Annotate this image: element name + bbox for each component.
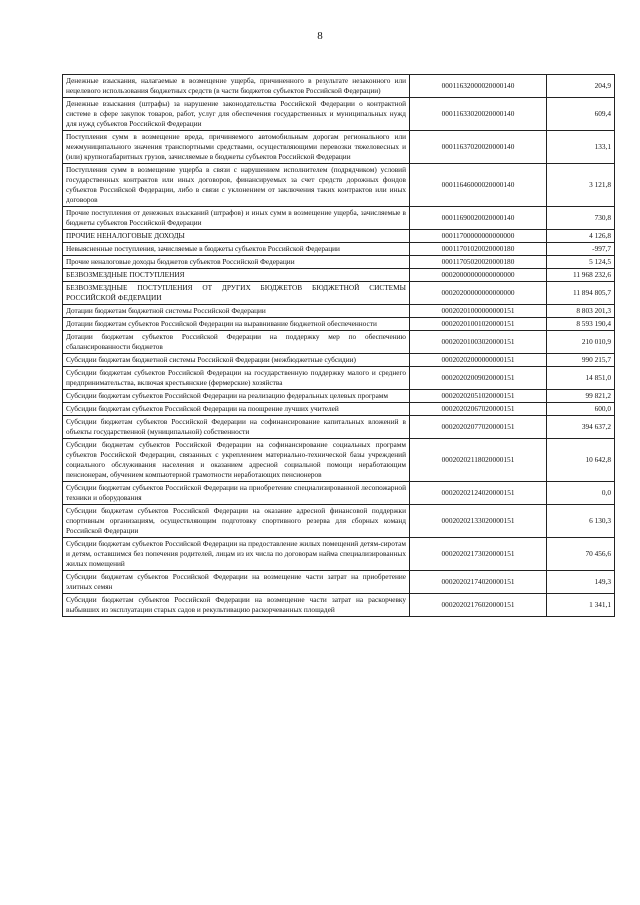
row-code: 00011701020020000180 [410,243,547,256]
row-amount: 3 121,8 [547,164,615,207]
page-number: 8 [317,30,323,42]
table-row [63,439,615,482]
table-row [63,98,615,131]
row-code: 00020202124020000151 [410,482,547,505]
table-row [63,243,615,256]
row-name: ПРОЧИЕ НЕНАЛОГОВЫЕ ДОХОДЫ [63,230,410,243]
row-code: 00020202077020000151 [410,416,547,439]
row-amount: 11 968 232,6 [547,269,615,282]
table-row [63,75,615,98]
row-amount: 99 821,2 [547,390,615,403]
row-name: Прочие неналоговые доходы бюджетов субъектов Российской Федерации [63,256,410,269]
row-code: 00020202067020000151 [410,403,547,416]
row-code: 00020201003020000151 [410,331,547,354]
row-name: Дотации бюджетам субъектов Российской Федерации на поддержку мер по обеспечению сбалансированности бюджетов [63,331,410,354]
row-amount: 6 130,3 [547,505,615,538]
row-name: Субсидии бюджетам субъектов Российской Федерации на приобретение специализированной лесопожарной техники и оборудования [63,482,410,505]
row-amount: 730,8 [547,207,615,230]
row-amount: 133,1 [547,131,615,164]
row-name: Субсидии бюджетам субъектов Российской Федерации на софинансирование социальных программ субъектов Российской Федерации, связанных с укреплением материально-технической базы учреждений социального обслуживания населения и оказанием адресной социальной помощи неработающим пенсионерам, обучением компьютерной грамотности неработающих пенсионеров [63,439,410,482]
row-amount: 609,4 [547,98,615,131]
table-row [63,131,615,164]
row-amount: 394 637,2 [547,416,615,439]
row-name: Субсидии бюджетам субъектов Российской Федерации на государственную поддержку малого и среднего предпринимательства, включая крестьянские (фермерские) хозяйства [63,367,410,390]
row-code: 00020200000000000000 [410,282,547,305]
row-amount: 10 642,8 [547,439,615,482]
table-row [63,305,615,318]
row-amount: 204,9 [547,75,615,98]
row-amount: 600,0 [547,403,615,416]
row-code: 00020201000000000151 [410,305,547,318]
row-amount: 70 456,6 [547,538,615,571]
row-amount: 210 010,9 [547,331,615,354]
row-amount: 990 215,7 [547,354,615,367]
row-name: Субсидии бюджетам субъектов Российской Федерации на предоставление жилых помещений детям-сиротам и детям, оставшимся без попечения родителей, лицам из их числа по договорам найма специализированных жилых помещений [63,538,410,571]
row-name: Субсидии бюджетам субъектов Российской Федерации на возмещение части затрат на раскорчевку выбывших из эксплуатации старых садов и рекультивацию раскорчеванных площадей [63,594,410,617]
row-name: БЕЗВОЗМЕЗДНЫЕ ПОСТУПЛЕНИЯ [63,269,410,282]
table-row [63,390,615,403]
table-row [63,367,615,390]
row-amount: 8 593 190,4 [547,318,615,331]
row-code: 00011690020020000140 [410,207,547,230]
row-name: Субсидии бюджетам субъектов Российской Федерации на реализацию федеральных целевых программ [63,390,410,403]
row-code: 00020202009020000151 [410,367,547,390]
row-code: 00020202174020000151 [410,571,547,594]
row-amount: 0,0 [547,482,615,505]
row-amount: 5 124,5 [547,256,615,269]
row-code: 00020202118020000151 [410,439,547,482]
revenue-table [62,74,615,617]
table-row [63,538,615,571]
row-name: Субсидии бюджетам субъектов Российской Федерации на оказание адресной финансовой поддержки спортивным организациям, осуществляющим подготовку спортивного резерва для сборных команд Российской Федерации [63,505,410,538]
row-code: 00011646000020000140 [410,164,547,207]
row-code: 00011632000020000140 [410,75,547,98]
row-code: 00020000000000000000 [410,269,547,282]
row-code: 00011705020020000180 [410,256,547,269]
row-name: Поступления сумм в возмещение ущерба в связи с нарушением исполнителем (подрядчиком) условий государственных контрактов или иных договоров, финансируемых за счет средств дорожных фондов субъектов Российской Федерации, либо в связи с уклонением от заключения таких контрактов или иных договоров [63,164,410,207]
row-amount: 11 894 805,7 [547,282,615,305]
table-row [63,164,615,207]
row-code: 00020202176020000151 [410,594,547,617]
row-code: 00020202173020000151 [410,538,547,571]
table-row [63,269,615,282]
table-row [63,282,615,305]
row-code: 00020202000000000151 [410,354,547,367]
row-name: Дотации бюджетам бюджетной системы Российской Федерации [63,305,410,318]
row-code: 00011637020020000140 [410,131,547,164]
row-code: 00011700000000000000 [410,230,547,243]
table-row [63,318,615,331]
row-amount: 149,3 [547,571,615,594]
row-name: Субсидии бюджетам субъектов Российской Федерации на возмещение части затрат на приобретение элитных семян [63,571,410,594]
table-row [63,354,615,367]
row-amount: 4 126,8 [547,230,615,243]
row-code: 00020201001020000151 [410,318,547,331]
row-amount: 14 851,0 [547,367,615,390]
row-name: Невыясненные поступления, зачисляемые в бюджеты субъектов Российской Федерации [63,243,410,256]
table-row [63,403,615,416]
table-row [63,207,615,230]
table-row [63,482,615,505]
table-row [63,416,615,439]
row-name: Денежные взыскания, налагаемые в возмещение ущерба, причиненного в результате незаконного или нецелевого использования бюджетных средств (в части бюджетов субъектов Российской Федерации) [63,75,410,98]
table-row [63,256,615,269]
row-name: Субсидии бюджетам субъектов Российской Федерации на поощрение лучших учителей [63,403,410,416]
row-name: Поступления сумм в возмещение вреда, причиняемого автомобильным дорогам регионального или межмуниципального значения транспортными средствами, осуществляющими перевозки тяжеловесных и (или) крупногабаритных грузов, зачисляемые в бюджеты субъектов Российской Федерации [63,131,410,164]
row-name: Прочие поступления от денежных взысканий (штрафов) и иных сумм в возмещение ущерба, зачисляемые в бюджеты субъектов Российской Федерации [63,207,410,230]
table-row [63,230,615,243]
revenue-table-body [63,75,615,617]
row-name: БЕЗВОЗМЕЗДНЫЕ ПОСТУПЛЕНИЯ ОТ ДРУГИХ БЮДЖЕТОВ БЮДЖЕТНОЙ СИСТЕМЫ РОССИЙСКОЙ ФЕДЕРАЦИИ [63,282,410,305]
row-name: Субсидии бюджетам субъектов Российской Федерации на софинансирование капитальных вложений в объекты государственной (муниципальной) собственности [63,416,410,439]
row-code: 00011633020020000140 [410,98,547,131]
table-row [63,571,615,594]
row-name: Дотации бюджетам субъектов Российской Федерации на выравнивание бюджетной обеспеченности [63,318,410,331]
row-code: 00020202051020000151 [410,390,547,403]
table-row [63,331,615,354]
table-row [63,505,615,538]
table-row [63,594,615,617]
row-name: Субсидии бюджетам бюджетной системы Российской Федерации (межбюджетные субсидии) [63,354,410,367]
row-amount: 8 803 201,3 [547,305,615,318]
row-amount: 1 341,1 [547,594,615,617]
row-code: 00020202133020000151 [410,505,547,538]
row-amount: -997,7 [547,243,615,256]
row-name: Денежные взыскания (штрафы) за нарушение законодательства Российской Федерации о контрактной системе в сфере закупок товаров, работ, услуг для обеспечения государственных и муниципальных нужд для нужд субъектов Российской Федерации [63,98,410,131]
